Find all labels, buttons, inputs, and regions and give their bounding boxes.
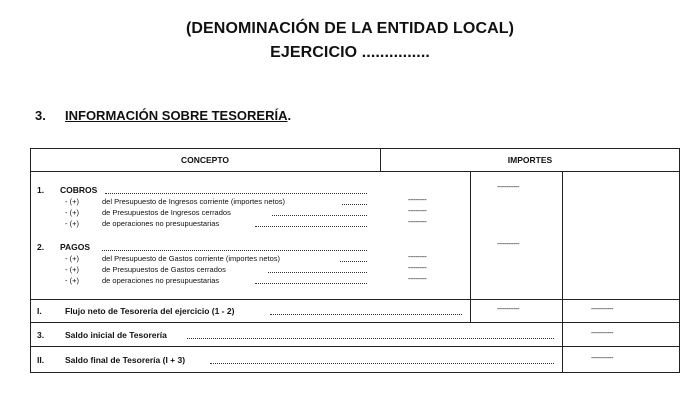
flujo-label: Flujo neto de Tesorería del ejercicio (1 - 2): [65, 306, 235, 316]
flujo-number: I.: [37, 306, 42, 316]
flujo-amount-total: ------------: [591, 306, 613, 313]
entity-name-title: (DENOMINACIÓN DE LA ENTIDAD LOCAL): [185, 20, 515, 37]
dot-leader: [187, 331, 554, 339]
pagos-item-1-amount: ----------: [408, 254, 427, 261]
dot-leader: [340, 254, 367, 262]
dot-leader: [270, 307, 462, 315]
pagos-item-2-amount: ----------: [408, 265, 427, 272]
cobros-item-3-amount: ----------: [408, 219, 427, 226]
fiscal-year-title: EJERCICIO ...............: [270, 44, 430, 61]
header-separator: [30, 171, 680, 172]
row-separator-2: [30, 322, 680, 323]
dot-leader: [255, 219, 367, 227]
dot-leader: [255, 276, 367, 284]
pagos-number: 2.: [37, 242, 45, 252]
pagos-item-3-text: de operaciones no presupuestarias: [102, 276, 220, 285]
row-separator-3: [30, 346, 680, 347]
dot-leader: [102, 243, 367, 251]
cobros-label: COBROS: [60, 185, 98, 195]
saldo-final-amount: ------------: [591, 355, 613, 362]
dot-leader: [105, 186, 367, 194]
table-border-left: [30, 148, 31, 373]
importes-divider-2: [562, 171, 563, 372]
saldo-final-label: Saldo final de Tesorería (I + 3): [65, 355, 186, 365]
concepto-header: CONCEPTO: [180, 155, 230, 165]
cobros-item-3-text: de operaciones no presupuestarias: [102, 219, 220, 228]
importes-divider-1: [470, 171, 471, 322]
cobros-item-2-sign: - (+): [65, 208, 79, 217]
importes-header: IMPORTES: [507, 155, 553, 165]
cobros-item-2-amount: ----------: [408, 208, 427, 215]
pagos-item-3-sign: - (+): [65, 276, 79, 285]
cobros-item-1-sign: - (+): [65, 197, 79, 206]
dot-leader: [210, 356, 554, 364]
section-suffix: .: [287, 108, 292, 123]
section-title: INFORMACIÓN SOBRE TESORERÍA: [65, 108, 288, 123]
cobros-item-3-sign: - (+): [65, 219, 79, 228]
table-border-top: [30, 148, 680, 149]
dot-leader: [342, 197, 367, 205]
cobros-item-1-amount: ----------: [408, 197, 427, 204]
section-heading: [35, 108, 291, 123]
cobros-item-2-text: de Presupuestos de Ingresos cerrados: [102, 208, 231, 217]
saldo-inicial-label: Saldo inicial de Tesorería: [65, 330, 167, 340]
pagos-item-1-sign: - (+): [65, 254, 79, 263]
saldo-inicial-amount: ------------: [591, 330, 613, 337]
saldo-inicial-number: 3.: [37, 330, 45, 340]
pagos-item-1-text: del Presupuesto de Gastos corriente (importes netos): [102, 254, 281, 263]
row-separator-1: [30, 299, 680, 300]
table-border-bottom: [30, 372, 680, 373]
cobros-total-amount: ------------: [497, 184, 519, 191]
flujo-amount-partial: ------------: [497, 306, 519, 313]
dot-leader: [268, 265, 367, 273]
pagos-item-2-text: de Presupuestos de Gastos cerrados: [102, 265, 226, 274]
cobros-number: 1.: [37, 185, 45, 195]
section-number: 3.: [35, 108, 46, 123]
dot-leader: [272, 208, 367, 216]
table-border-right: [679, 148, 680, 373]
saldo-final-number: II.: [37, 355, 45, 365]
cobros-item-1-text: del Presupuesto de Ingresos corriente (importes netos): [102, 197, 286, 206]
pagos-total-amount: ------------: [497, 241, 519, 248]
treasury-table: [30, 148, 680, 373]
pagos-item-3-amount: ----------: [408, 276, 427, 283]
pagos-label: PAGOS: [60, 242, 91, 252]
pagos-item-2-sign: - (+): [65, 265, 79, 274]
